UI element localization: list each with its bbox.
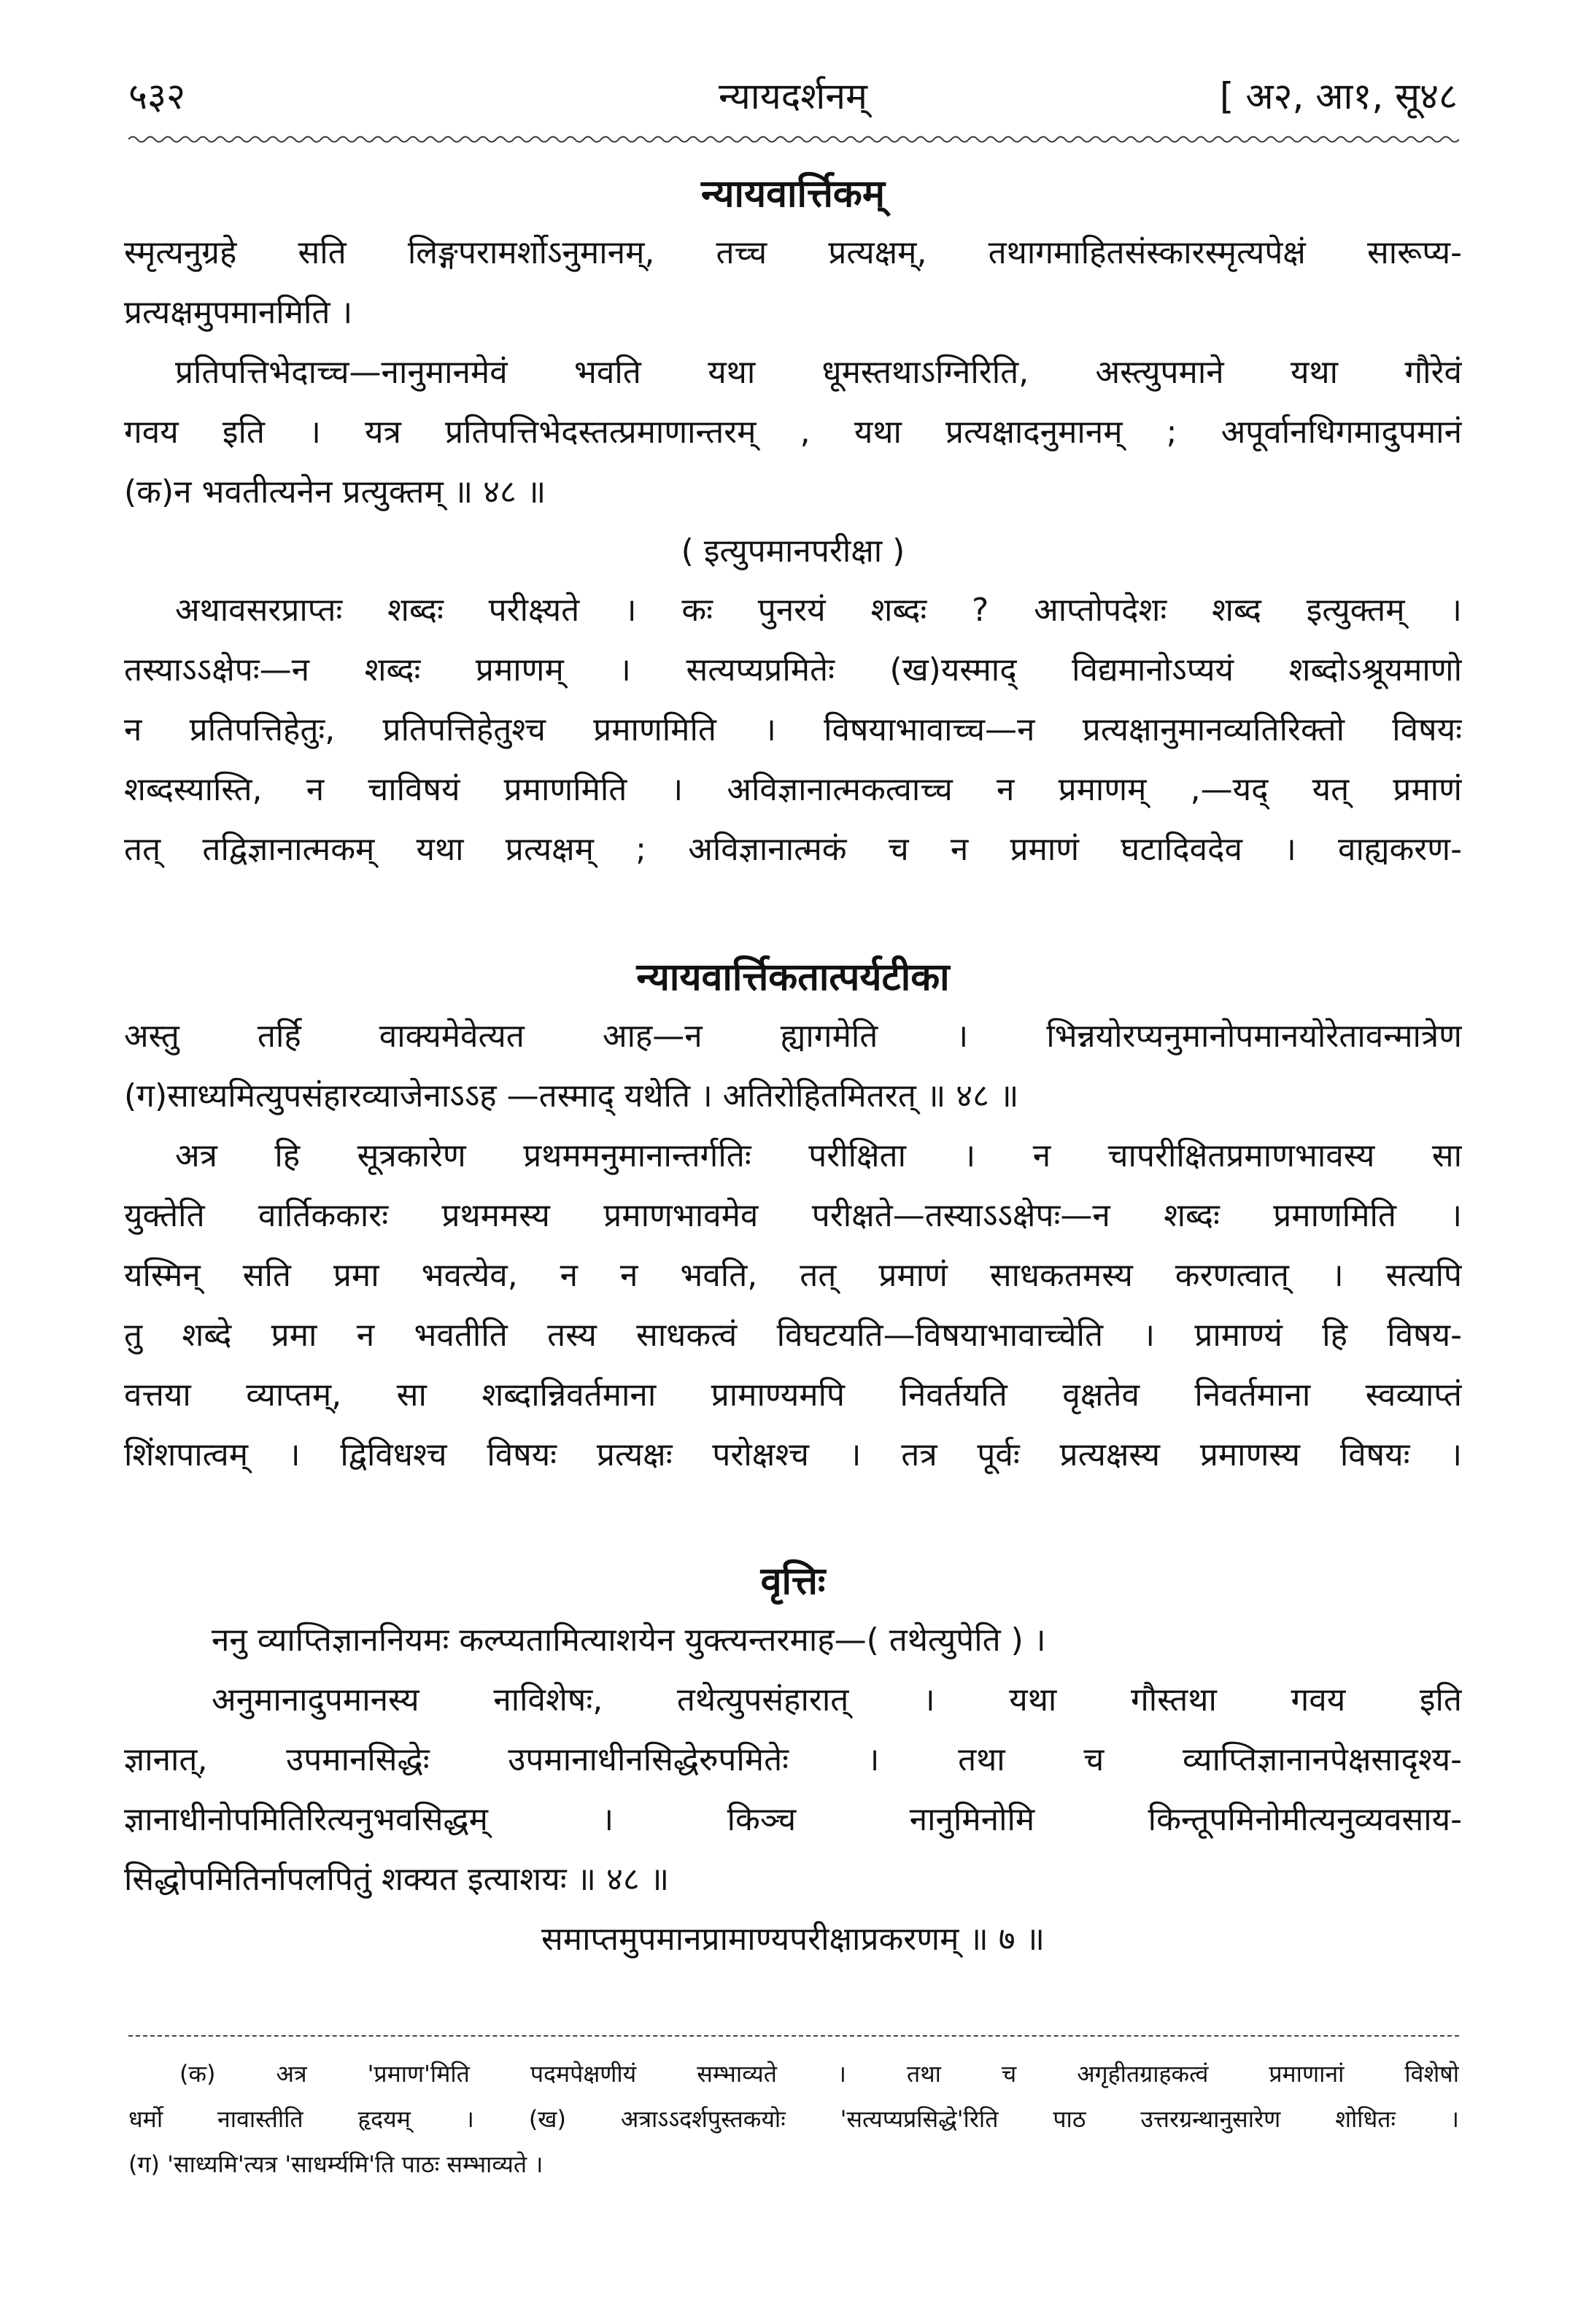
footnote-line: (क) अत्र 'प्रमाण'मिति पदमपेक्षणीयं सम्भाव्यते । तथा च अगृहीतग्राहकत्वं प्रमाणानां विशेषो xyxy=(179,2060,1459,2088)
section-reference: [ अ२, आ१, सू४८ xyxy=(1219,75,1458,117)
text-line: अत्र हि सूत्रकारेण प्रथममनुमानान्तर्गतिः परीक्षिता । न चापरीक्षितप्रमाणभावस्य सा xyxy=(175,1137,1462,1174)
text-line: यस्मिन् सति प्रमा भवत्येव, न न भवति, तत् प्रमाणं साधकतमस्य करणत्वात् । सत्यपि xyxy=(124,1257,1462,1294)
text-line: शिंशपात्वम् । द्विविधश्च विषयः प्रत्यक्षः परोक्षश्च । तत्र पूर्वः प्रत्यक्षस्य प्रमाणस्य विषयः । xyxy=(124,1436,1462,1473)
page-number: ५३२ xyxy=(128,75,185,117)
text-line: प्रत्यक्षमुपमानमिति । xyxy=(124,294,353,331)
wavy-rule xyxy=(128,134,1459,144)
text-line: प्रतिपत्तिभेदाच्च—नानुमानमेवं भवति यथा धूमस्तथाऽग्निरिति, अस्त्युपमाने यथा गौरेवं xyxy=(175,354,1462,391)
text-line: अनुमानादुपमानस्य नाविशेषः, तथेत्युपसंहारात् । यथा गौस्तथा गवय इति xyxy=(212,1681,1462,1719)
running-title: न्यायदर्शनम् xyxy=(719,75,867,117)
page-header xyxy=(128,70,1458,128)
text-line: (क)न भवतीत्यनेन प्रत्युक्तम् ॥ ४८ ॥ xyxy=(124,473,546,511)
vritti-heading: वृत्तिः xyxy=(760,1560,826,1603)
vritti-section xyxy=(124,1552,1462,1969)
section-subheading: ( इत्युपमानपरीक्षा ) xyxy=(681,532,905,570)
text-line: तु शब्दे प्रमा न भवतीति तस्य साधकत्वं विघटयति—विषयाभावाच्चेति । प्रामाण्यं हि विषय- xyxy=(124,1317,1462,1354)
tika-heading: न्यायवार्त्तिकतात्पर्यटीका xyxy=(636,956,950,999)
text-line: गवय इति । यत्र प्रतिपत्तिभेदस्तत्प्रमाणान्तरम् , यथा प्रत्यक्षादनुमानम् ; अपूर्वानधिगमादुपमानं xyxy=(124,414,1462,451)
text-line: शब्दस्यास्ति, न चाविषयं प्रमाणमिति । अविज्ञानात्मकत्वाच्च न प्रमाणम् ,—यद् यत् प्रमाणं xyxy=(124,771,1462,808)
footnotes xyxy=(128,2051,1459,2187)
text-line: न प्रतिपत्तिहेतुः, प्रतिपत्तिहेतुश्च प्रमाणमिति । विषयाभावाच्च—न प्रत्यक्षानुमानव्यतिरिक्तो विषयः xyxy=(124,711,1462,748)
text-line: स्मृत्यनुग्रहे सति लिङ्गपरामर्शोऽनुमानम्, तच्च प्रत्यक्षम्, तथागमाहितसंस्कारस्मृत्यपेक्षं सारूप्य- xyxy=(124,234,1462,271)
vartika-section xyxy=(124,165,1462,880)
text-line: तत् तद्विज्ञानात्मकम् यथा प्रत्यक्षम् ; अविज्ञानात्मकं च न प्रमाणं घटादिवदेव । वाह्यकरण- xyxy=(124,831,1462,868)
footnote-divider xyxy=(128,2035,1459,2037)
text-line: तस्याऽऽक्षेपः—न शब्दः प्रमाणम् । सत्यप्यप्रमितेः (ख)यस्माद् विद्यमानोऽप्ययं शब्दोऽश्रूयमाणो xyxy=(124,651,1462,689)
text-line: युक्तेति वार्तिककारः प्रथममस्य प्रमाणभावमेव परीक्षते—तस्याऽऽक्षेपः—न शब्दः प्रमाणमिति । xyxy=(124,1197,1462,1234)
text-line: सिद्धोपमितिर्नापलपितुं शक्यत इत्याशयः ॥ ४८ ॥ xyxy=(124,1861,670,1898)
text-line: वत्तया व्याप्तम्, सा शब्दान्निवर्तमाना प्रामाण्यमपि निवर्तयति वृक्षतेव निवर्तमाना स्वव्याप्तं xyxy=(124,1376,1462,1414)
section-closing: समाप्तमुपमानप्रामाण्यपरीक्षाप्रकरणम् ॥ ७ ॥ xyxy=(541,1921,1045,1958)
text-line: अथावसरप्राप्तः शब्दः परीक्ष्यते । कः पुनरयं शब्दः ? आप्तोपदेशः शब्द इत्युक्तम् । xyxy=(175,592,1462,629)
vartika-heading: न्यायवार्त्तिकम् xyxy=(701,172,885,216)
footnote-line: (ग) 'साध्यमि'त्यत्र 'साधर्म्यमि'ति पाठः सम्भाव्यते । xyxy=(128,2150,544,2178)
text-line: अस्तु तर्हि वाक्यमेवेत्यत आह—न ह्यागमेति । भिन्नयोरप्यनुमानोपमानयोरेतावन्मात्रेण xyxy=(124,1018,1462,1055)
text-line: ननु व्याप्तिज्ञाननियमः कल्प्यतामित्याशयेन युक्त्यन्तरमाह—( तथेत्युपेति ) । xyxy=(212,1622,1046,1659)
text-line: ज्ञानाधीनोपमितिरित्यनुभवसिद्धम् । किञ्च नानुमिनोमि किन्तूपमिनोमीत्यनुव्यवसाय- xyxy=(124,1801,1462,1838)
text-line: ज्ञानात्, उपमानसिद्धेः उपमानाधीनसिद्धेरुपमितेः । तथा च व्याप्तिज्ञानानपेक्षसादृश्य- xyxy=(124,1741,1462,1778)
tika-section xyxy=(124,948,1462,1485)
text-line: (ग)साध्यमित्युपसंहारव्याजेनाऽऽह —तस्माद् यथेति । अतिरोहितमितरत् ॥ ४८ ॥ xyxy=(124,1077,1019,1115)
footnote-line: धर्मो नावास्तीति हृदयम् । (ख) अत्राऽऽदर्शपुस्तकयोः 'सत्यप्यप्रसिद्धे'रिति पाठ उत्तरग्रन्थानुसारेण शोधितः । xyxy=(128,2105,1459,2133)
